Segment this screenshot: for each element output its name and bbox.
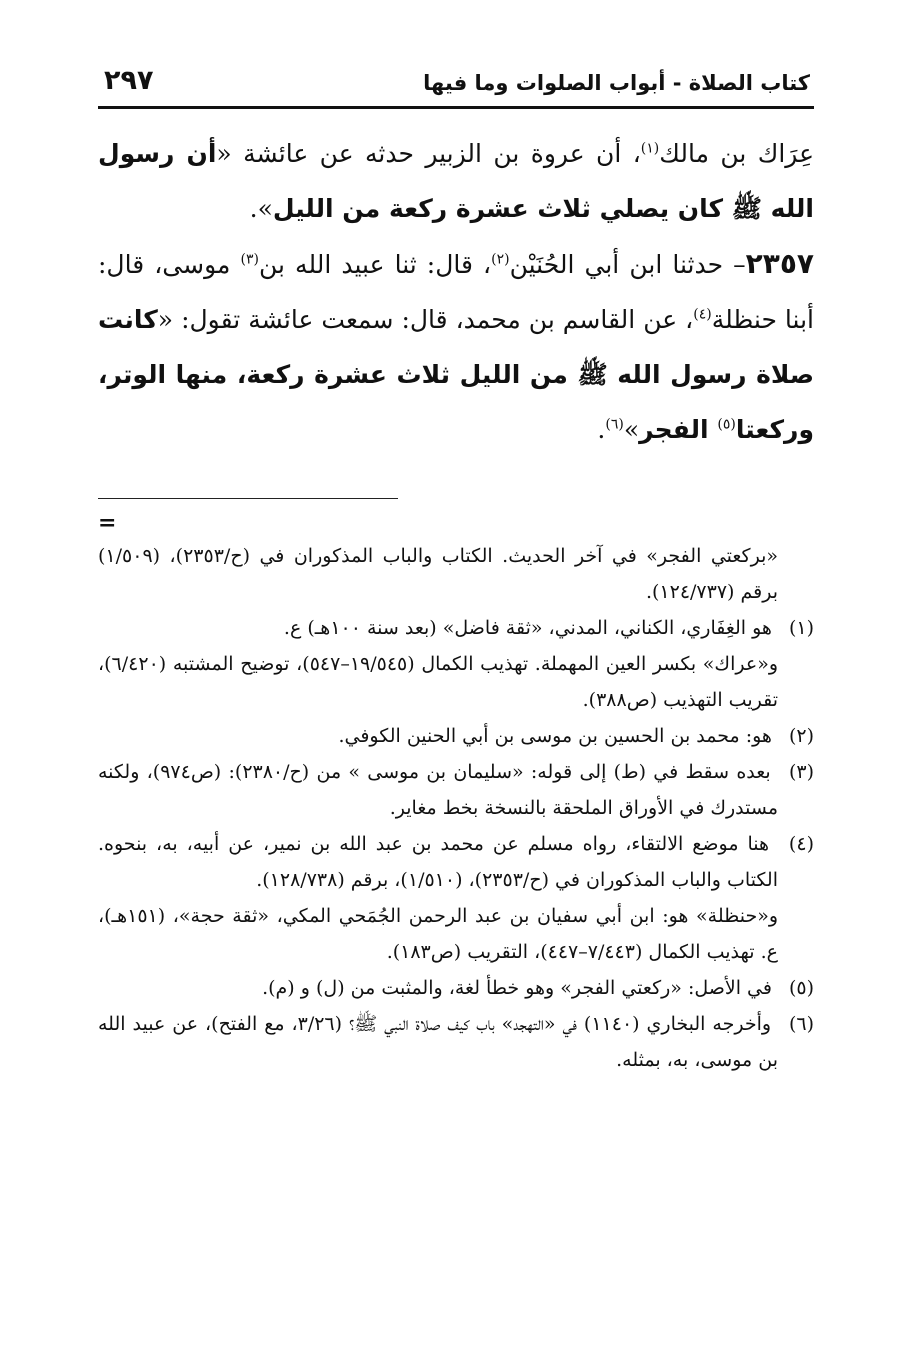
footnote-number: (٢) — [788, 725, 814, 747]
paragraph-hadith-continuation — [98, 126, 814, 236]
footnote-5 — [98, 970, 814, 1006]
running-header — [98, 65, 814, 104]
hadith-number: ٢٣٥٧ — [745, 247, 814, 280]
footnote-ref-1: (١) — [640, 140, 660, 157]
page-number: ٢٩٧ — [104, 65, 154, 96]
footnote-separator — [98, 498, 398, 499]
text-segment: ». — [249, 194, 273, 223]
footnote-number: (٦) — [788, 1013, 814, 1035]
text-segment: – حدثنا ابن أبي الحُنَيْن — [509, 250, 746, 279]
footnote-1 — [98, 610, 814, 646]
footnote-number: (٣) — [788, 761, 814, 783]
footnote-ref-3: (٣) — [240, 251, 259, 268]
footnote-continuation: «بركعتي الفجر» في آخر الحديث. الكتاب والباب المذكوران في (ح/٢٣٥٣)، (١/٥٠٩) برقم (١٢٤/٧٣٧). — [98, 545, 779, 603]
text-segment: ، عن القاسم بن محمد، قال: سمعت عائشة تقول: « — [157, 305, 694, 334]
footnote-text: في الأصل: «ركعتي الفجر» وهو خطأ لغة، والمثبت من (ل) و (م). — [262, 977, 772, 999]
hadith-quote: كانت صلاة رسول الله ﷺ من الليل ثلاث عشرة ركعة، منها الوتر، وركعتا — [98, 305, 814, 444]
paragraph-hadith-2357 — [98, 236, 814, 457]
footnote-number: (١) — [788, 617, 814, 639]
footnote-text: هو: محمد بن الحسين بن موسى بن أبي الحنين الكوفي. — [338, 725, 772, 747]
footnote-ref-6: (٦) — [605, 416, 624, 433]
text-segment: عِرَاك بن مالك — [659, 139, 814, 168]
footnote-6 — [98, 1006, 814, 1078]
text-segment: موسى، قال: أبنا حنظلة — [98, 250, 814, 334]
footnote-ref-2: (٢) — [491, 251, 510, 268]
footnote-2 — [98, 718, 814, 754]
text-segment: » — [623, 415, 640, 444]
footnote-text: هو الغِفَاري، الكناني، المدني، «ثقة فاضل» (بعد سنة ١٠٠هـ) ع. — [283, 617, 772, 639]
footnote-ref-4: (٤) — [693, 306, 712, 323]
footnote-number: (٤) — [788, 833, 814, 855]
footnote-4-extra: و«حنظلة» هو: ابن أبي سفيان بن عبد الرحمن الجُمَحي المكي، «ثقة حجة»، (١٥١هـ)، ع. تهذيب الكمال (٧/٤٤٣–٤٤٧)، التقريب (ص١٨٣). — [98, 905, 778, 963]
header-rule — [98, 106, 814, 109]
hadith-quote-end: الفجر — [639, 415, 718, 444]
footnotes — [98, 538, 814, 1078]
text-segment: ، قال: ثنا عبيد الله بن — [258, 250, 492, 279]
footnote-text: وأخرجه البخاري (١١٤٠) في «التهجد» باب كيف صلاة النبي ﷺ؟ (٣/٢٦، مع الفتح)، عن عبيد الله بن موسى، به، بمثله. — [98, 1013, 778, 1071]
footnote-number: (٥) — [788, 977, 814, 999]
main-text — [98, 126, 814, 457]
footnote-ref-5: (٥) — [717, 416, 736, 433]
footnote-1-extra: و«عراك» بكسر العين المهملة. تهذيب الكمال (١٩/٥٤٥–٥٤٧)، توضيح المشتبه (٦/٤٢٠)، تقريب التهذيب (ص٣٨٨). — [98, 653, 778, 711]
hadith-quote: أن رسول الله ﷺ كان يصلي ثلاث عشرة ركعة من الليل — [98, 139, 814, 223]
footnote-4 — [98, 826, 814, 898]
header-title: كتاب الصلاة - أبواب الصلوات وما فيها — [423, 71, 810, 95]
footnote-3 — [98, 754, 814, 826]
text-segment: . — [597, 415, 606, 444]
text-segment: ، أن عروة بن الزبير حدثه عن عائشة « — [216, 139, 641, 168]
continuation-mark: = — [98, 510, 117, 536]
footnote-text: بعده سقط في (ط) إلى قوله: «سليمان بن موسى » من (ح/٢٣٨٠): (ص٩٧٤)، ولكنه مستدرك في الأوراق الملحقة بالنسخة بخط مغاير. — [98, 761, 778, 819]
footnote-text: هنا موضع الالتقاء، رواه مسلم عن محمد بن عبد الله بن نمير، عن أبيه، به، بنحوه. الكتاب والباب المذكوران في (ح/٢٣٥٣)، (١/٥١٠)، برقم (١٢٨/٧٣٨). — [98, 833, 778, 891]
